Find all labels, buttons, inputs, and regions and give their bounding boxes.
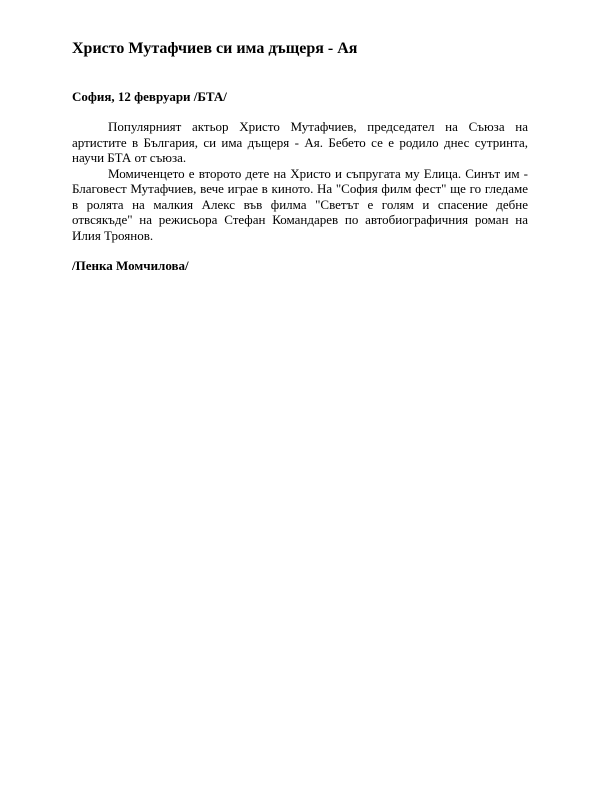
article-paragraph: Популярният актьор Христо Мутафчиев, председател на Съюза на артистите в България, си има дъщеря - Ая. Бебето се е родило днес сутринта, научи БТА от съюза.	[72, 119, 528, 165]
article-paragraph: Момиченцето е второто дете на Христо и съпругата му Елица. Синът им - Благовест Мутафчиев, вече играе в киното. На "София филм фест" ще го гледаме в ролята на малкия Алекс във филма "Светът е голям и спасение дебне отвсякъде" на режисьора Стефан Командарев по автобиографичния роман на Илия Троянов.	[72, 165, 528, 243]
article-author: /Пенка Момчилова/	[72, 258, 189, 273]
article-body	[72, 119, 528, 243]
article-title: Христо Мутафчиев си има дъщеря - Ая	[72, 40, 358, 57]
article-dateline: София, 12 февруари /БТА/	[72, 89, 227, 104]
